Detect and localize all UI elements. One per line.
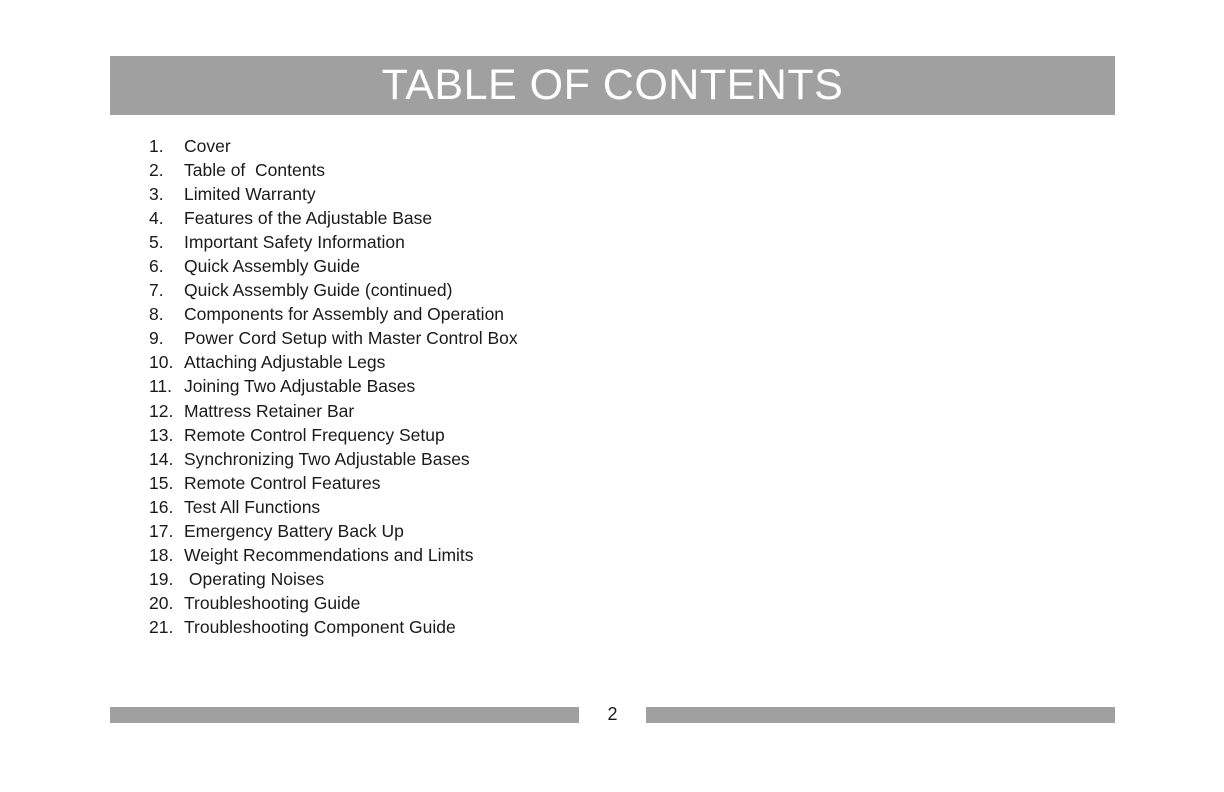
toc-item-label: Important Safety Information [184, 231, 405, 252]
toc-item-number: 16. [149, 496, 174, 517]
toc-item-label: Features of the Adjustable Base [184, 207, 433, 228]
toc-item-number: 8. [149, 304, 164, 325]
toc-item-troubleshooting-component-guide[interactable] [149, 616, 518, 640]
toc-item-components[interactable] [149, 303, 518, 327]
toc-item-joining-bases[interactable] [149, 375, 518, 399]
title-bar [110, 56, 1115, 115]
footer-bar-right [646, 707, 1115, 723]
toc-item-operating-noises[interactable] [149, 568, 518, 592]
toc-item-number: 1. [149, 135, 164, 156]
page-title: TABLE OF CONTENTS [381, 61, 844, 109]
toc-item-number: 19. [149, 569, 174, 590]
toc-item-label: Components for Assembly and Operation [184, 304, 505, 325]
toc-item-label: Mattress Retainer Bar [184, 400, 355, 421]
toc-item-cover[interactable] [149, 134, 518, 158]
toc-item-quick-assembly-guide[interactable] [149, 254, 518, 278]
toc-item-number: 12. [149, 400, 174, 421]
toc-item-number: 21. [149, 617, 174, 638]
toc-item-emergency-battery[interactable] [149, 520, 518, 544]
toc-item-features[interactable] [149, 206, 518, 230]
page-number: 2 [607, 704, 618, 724]
toc-item-number: 7. [149, 280, 164, 301]
toc-item-table-of-contents[interactable] [149, 158, 518, 182]
toc-item-label: Synchronizing Two Adjustable Bases [184, 448, 470, 469]
toc-item-number: 11. [149, 376, 173, 397]
toc-item-power-cord-setup[interactable] [149, 327, 518, 351]
toc-item-label: Troubleshooting Guide [184, 593, 361, 614]
toc-item-number: 5. [149, 231, 164, 252]
toc-item-number: 18. [149, 545, 174, 566]
toc-item-number: 9. [149, 328, 164, 349]
toc-item-weight-recommendations[interactable] [149, 544, 518, 568]
toc-item-number: 3. [149, 183, 164, 204]
toc-item-number: 17. [149, 521, 174, 542]
toc-item-label: Cover [184, 135, 231, 156]
toc-item-label: Remote Control Frequency Setup [184, 424, 445, 445]
toc-item-quick-assembly-guide-continued[interactable] [149, 279, 518, 303]
toc-item-synchronizing-bases[interactable] [149, 447, 518, 471]
toc-item-mattress-retainer-bar[interactable] [149, 399, 518, 423]
toc-item-limited-warranty[interactable] [149, 182, 518, 206]
toc-item-safety-information[interactable] [149, 230, 518, 254]
toc-item-label: Quick Assembly Guide [184, 256, 361, 277]
toc-item-label: Test All Functions [184, 496, 321, 517]
toc-item-label: Joining Two Adjustable Bases [184, 376, 416, 397]
toc-item-number: 20. [149, 593, 174, 614]
toc-item-label: Quick Assembly Guide (continued) [184, 280, 453, 301]
toc-item-attaching-legs[interactable] [149, 351, 518, 375]
toc-item-number: 13. [149, 424, 174, 445]
toc-item-remote-frequency-setup[interactable] [149, 423, 518, 447]
toc-item-label: Operating Noises [184, 569, 325, 590]
toc-item-label: Table of Contents [184, 159, 326, 180]
toc-item-label: Emergency Battery Back Up [184, 521, 404, 542]
toc-item-label: Power Cord Setup with Master Control Box [184, 328, 518, 349]
toc-item-label: Remote Control Features [184, 472, 381, 493]
toc-item-number: 4. [149, 207, 164, 228]
footer-bar-left [110, 707, 579, 723]
toc-item-label: Attaching Adjustable Legs [184, 352, 386, 373]
toc-item-troubleshooting-guide[interactable] [149, 592, 518, 616]
toc-item-number: 10. [149, 352, 174, 373]
toc-item-test-all-functions[interactable] [149, 495, 518, 519]
toc-item-label: Weight Recommendations and Limits [184, 545, 474, 566]
toc-list [149, 134, 518, 640]
toc-item-number: 6. [149, 256, 164, 277]
toc-item-label: Limited Warranty [184, 183, 316, 204]
toc-item-label: Troubleshooting Component Guide [184, 617, 456, 638]
toc-item-number: 14. [149, 448, 174, 469]
toc-item-remote-features[interactable] [149, 471, 518, 495]
toc-item-number: 2. [149, 159, 164, 180]
toc-item-number: 15. [149, 472, 174, 493]
